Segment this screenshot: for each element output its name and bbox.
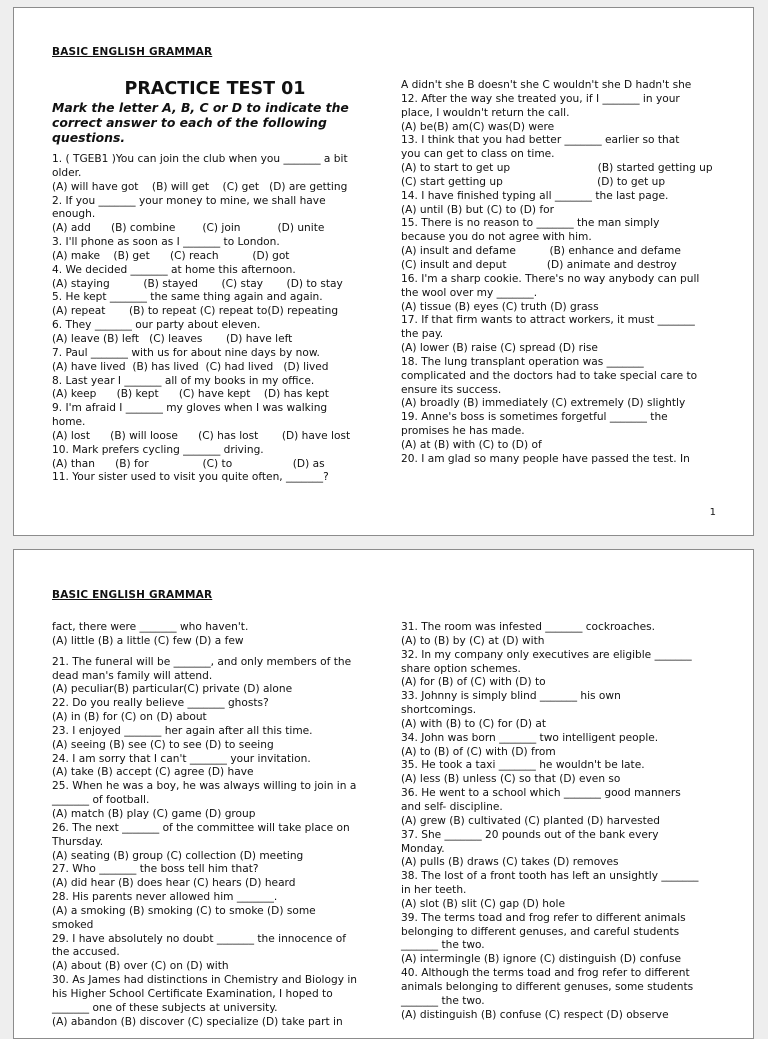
text-line: 35. He took a taxi _______ he wouldn't be late. [401,759,645,772]
text-line: (A) to (B) by (C) at (D) with [401,634,545,647]
text-line: (A) seating (B) group (C) collection (D) meeting [52,849,304,862]
text-line: A didn't she B doesn't she C wouldn't she D hadn't she [401,79,692,91]
text-line: 20. I am glad so many people have passed the test. In [401,452,690,465]
text-line: (A) than (B) for (C) to (D) as [52,457,325,470]
text-line: smoked [52,918,94,931]
text-line: (A) seeing (B) see (C) to see (D) to seeing [52,738,274,751]
text-line: (A) in (B) for (C) on (D) about [52,711,207,724]
text-line: (A) repeat (B) to repeat (C) repeat to(D) repeating [52,305,339,318]
text-line: 3. I'll phone as soon as I _______ to London. [52,236,280,249]
instructions [52,100,378,145]
text-line: (A) abandon (B) discover (C) specialize (D) take part in [52,1015,343,1028]
text-line: 30. As James had distinctions in Chemistry and Biology in [52,974,358,987]
text-line: 5. He kept _______ the same thing again and again. [52,291,323,304]
text-line: 27. Who _______ the boss tell him that? [52,863,259,876]
text-line: 7. Paul _______ with us for about nine days by now. [52,346,320,359]
text-line: (A) did hear (B) does hear (C) hears (D) heard [52,877,296,890]
test-title: PRACTICE TEST 01 [124,79,306,99]
text-line: (A) about (B) over (C) on (D) with [52,960,229,973]
text-line: 40. Although the terms toad and frog refer to different [401,967,690,980]
text-line: 37. She _______ 20 pounds out of the bank every [401,828,659,841]
text-line: 31. The room was infested _______ cockroaches. [401,621,656,633]
text-line: 26. The next _______ of the committee will take place on [52,821,350,834]
text-line: 28. His parents never allowed him _______. [52,891,278,904]
text-line: _______ one of these subjects at university. [52,1001,278,1014]
text-line: 29. I have absolutely no doubt _______ the innocence of [52,932,346,945]
page-header: BASIC ENGLISH GRAMMAR [52,589,213,601]
text-line: 21. The funeral will be _______, and only members of the [52,655,352,668]
text-line: _______ the two. [401,994,485,1007]
text-line: the accused. [52,946,120,959]
text-line: 14. I have finished typing all _______ the last page. [401,189,669,202]
text-line: 24. I am sorry that I can't _______ your invitation. [52,752,311,765]
text-line: 16. I'm a sharp cookie. There's no way anybody can pull [401,272,700,285]
text-line: 17. If that firm wants to attract workers, it must _______ [401,314,695,327]
text-line: (A) lost (B) will loose (C) has lost (D) have lost [52,429,351,442]
text-line: _______ of football. [52,794,150,807]
text-line: 18. The lung transplant operation was _______ [401,355,644,368]
text-line: in her teeth. [401,884,467,897]
text-line: questions. [52,130,126,145]
text-line: belonging to different genuses, and careful students [401,925,680,938]
text-line: 10. Mark prefers cycling _______ driving. [52,443,264,456]
text-line: (A) to (B) of (C) with (D) from [401,745,556,758]
text-line: (A) broadly (B) immediately (C) extremely (D) slightly [401,397,686,410]
text-line: (A) tissue (B) eyes (C) truth (D) grass [401,300,599,313]
text-line: (C) start getting up (D) to get up [401,175,666,188]
text-line: animals belonging to different genuses, some students [401,980,694,993]
text-line: (C) insult and deput (D) animate and destroy [401,258,677,271]
text-line: (A) insult and defame (B) enhance and defame [401,245,681,258]
text-line: older. [52,166,82,179]
text-line: place, I wouldn't return the call. [401,106,570,119]
text-line: _______ the two. [401,939,485,952]
right-column [401,79,731,467]
text-line: (A) intermingle (B) ignore (C) distinguish (D) confuse [401,953,681,966]
text-line: 9. I'm afraid I _______ my gloves when I was walking [52,402,328,415]
text-line: (A) be(B) am(C) was(D) were [401,120,555,133]
text-line: (A) grew (B) cultivated (C) planted (D) harvested [401,814,661,827]
text-line: correct answer to each of the following [52,115,327,130]
text-line: (A) at (B) with (C) to (D) of [401,438,542,451]
text-line: Thursday. [52,835,104,848]
text-line: 38. The lost of a front tooth has left an unsightly _______ [401,870,699,883]
page-number: 1 [709,507,716,518]
text-line: fact, there were _______ who haven't. [52,621,249,633]
text-line: (A) leave (B) left (C) leaves (D) have left [52,332,293,345]
text-line: promises he has made. [401,425,525,438]
text-line: 1. ( TGEB1 )You can join the club when you _______ a bit [52,153,348,165]
text-line: 25. When he was a boy, he was always willing to join in a [52,780,357,793]
spacer [52,649,378,656]
question-list [52,153,378,485]
text-line: (A) little (B) a little (C) few (D) a few [52,634,244,647]
text-line: (A) take (B) accept (C) agree (D) have [52,766,254,779]
text-line: ensure its success. [401,383,502,396]
text-line: dead man's family will attend. [52,669,213,682]
text-line: because you do not agree with him. [401,231,592,244]
text-line: complicated and the doctors had to take special care to [401,369,698,382]
text-line: 13. I think that you had better _______ earlier so that [401,134,680,147]
question-list [401,621,731,1022]
text-line: (A) until (B) but (C) to (D) for [401,203,554,216]
text-line: (A) pulls (B) draws (C) takes (D) removes [401,856,619,869]
text-line: (A) a smoking (B) smoking (C) to smoke (D) some [52,904,316,917]
question-list [52,621,378,1029]
text-line: Mark the letter A, B, C or D to indicate the [52,100,349,115]
text-line: (A) make (B) get (C) reach (D) got [52,249,290,262]
text-line: 32. In my company only executives are eligible _______ [401,648,692,661]
text-line: 12. After the way she treated you, if I _______ in your [401,92,680,105]
text-line: 8. Last year I _______ all of my books in my office. [52,374,315,387]
text-line: 11. Your sister used to visit you quite often, _______? [52,471,329,484]
text-line: you can get to class on time. [401,148,555,161]
text-line: (A) slot (B) slit (C) gap (D) hole [401,897,565,910]
text-line: (A) match (B) play (C) game (D) group [52,807,256,820]
page-1 [13,7,754,536]
text-line: shortcomings. [401,704,477,717]
text-line: (A) lower (B) raise (C) spread (D) rise [401,342,598,355]
text-line: 39. The terms toad and frog refer to different animals [401,911,686,924]
text-line: (A) to start to get up (B) started getting up [401,162,713,175]
text-line: (A) staying (B) stayed (C) stay (D) to stay [52,277,343,290]
text-line: (A) keep (B) kept (C) have kept (D) has kept [52,388,329,401]
text-line: 19. Anne's boss is sometimes forgetful _______ the [401,411,668,424]
text-line: (A) distinguish (B) confuse (C) respect (D) observe [401,1008,669,1021]
text-line: the wool over my _______. [401,286,538,299]
left-column [52,78,378,485]
text-line: (A) with (B) to (C) for (D) at [401,717,547,730]
text-line: his Higher School Certificate Examination, I hoped to [52,987,333,1000]
text-line: (A) for (B) of (C) with (D) to [401,676,546,689]
text-line: 4. We decided _______ at home this afternoon. [52,263,296,276]
text-line: 33. Johnny is simply blind _______ his own [401,690,621,703]
text-line: home. [52,416,86,429]
text-line: 15. There is no reason to _______ the man simply [401,217,660,230]
text-line: 23. I enjoyed _______ her again after all this time. [52,724,313,737]
left-column [52,621,378,1029]
page-2 [13,549,754,1039]
text-line: 22. Do you really believe _______ ghosts? [52,697,269,710]
text-line: 6. They _______ our party about eleven. [52,319,261,332]
page-header: BASIC ENGLISH GRAMMAR [52,46,213,58]
text-line: 36. He went to a school which _______ good manners [401,787,681,800]
text-line: the pay. [401,328,444,341]
text-line: (A) less (B) unless (C) so that (D) even so [401,773,621,786]
text-line: 2. If you _______ your money to mine, we shall have [52,194,326,207]
text-line: and self- discipline. [401,800,503,813]
question-list [401,79,731,467]
text-line: (A) have lived (B) has lived (C) had lived (D) lived [52,360,329,373]
text-line: Monday. [401,842,445,855]
text-line: (A) peculiar(B) particular(C) private (D) alone [52,683,293,696]
text-line: (A) add (B) combine (C) join (D) unite [52,222,325,235]
text-line: share option schemes. [401,662,521,675]
right-column [401,621,731,1022]
text-line: (A) will have got (B) will get (C) get (D) are getting [52,180,348,193]
text-line: 34. John was born _______ two intelligent people. [401,731,659,744]
text-line: enough. [52,208,96,221]
